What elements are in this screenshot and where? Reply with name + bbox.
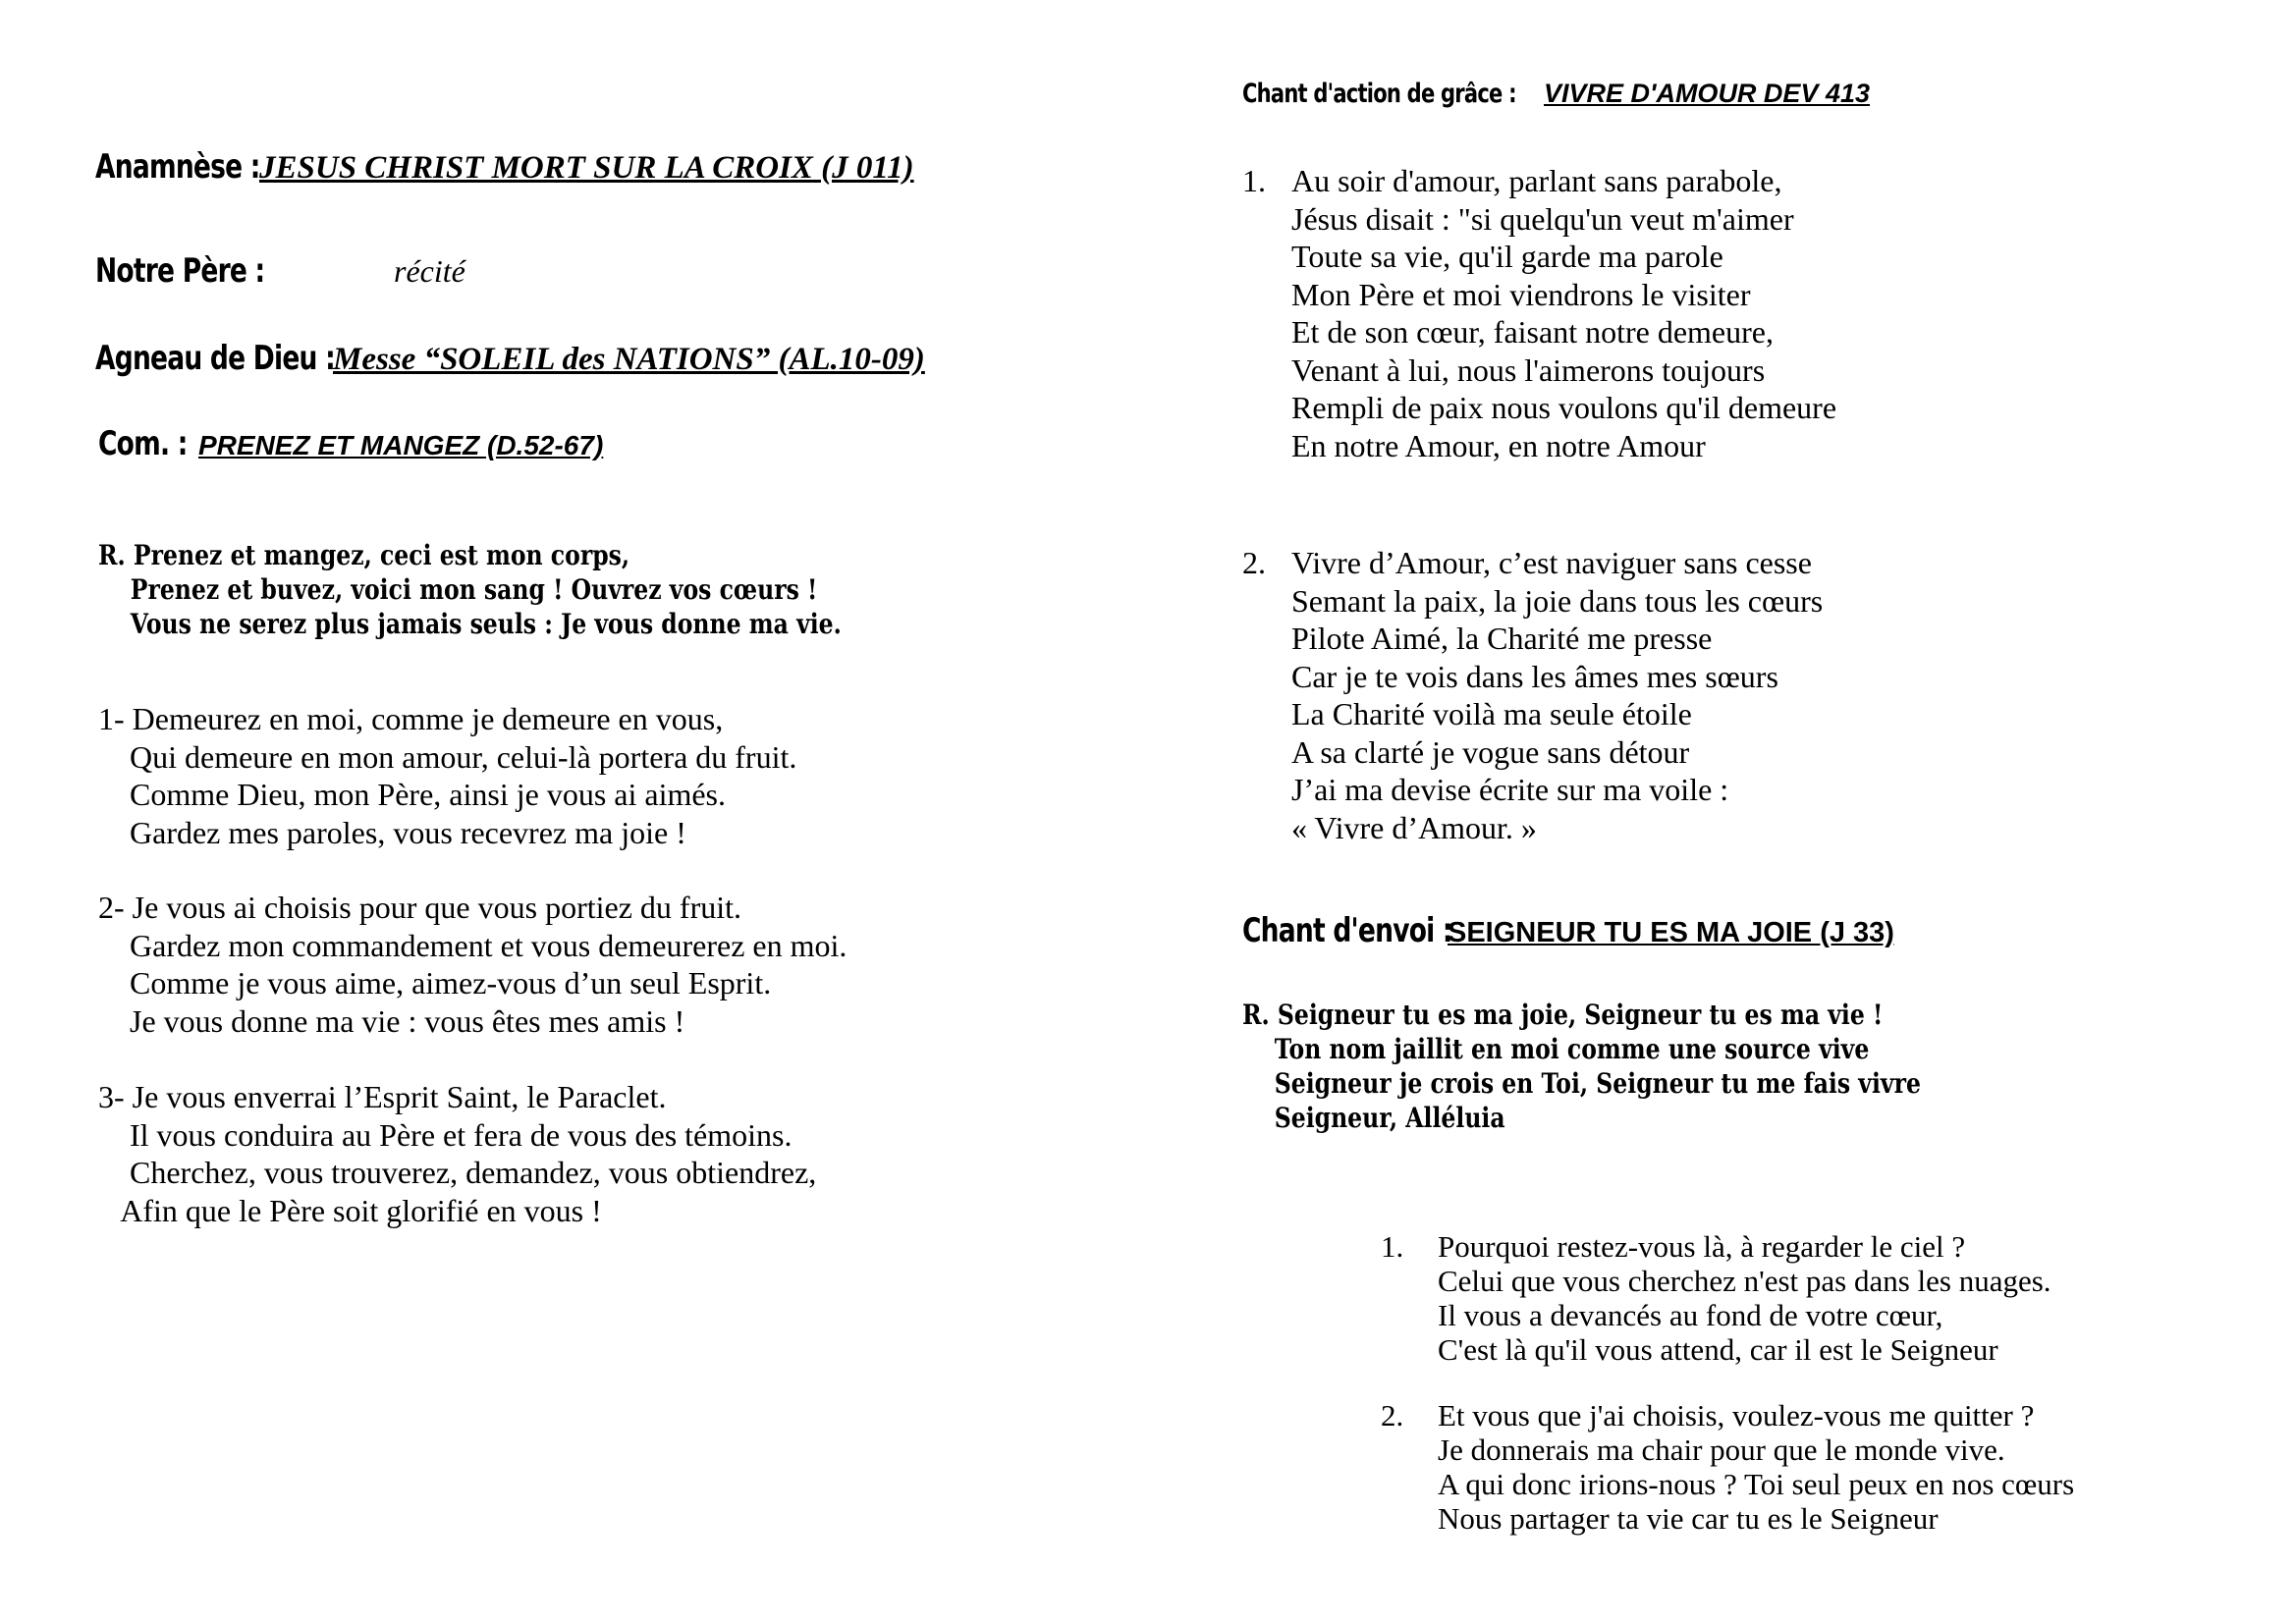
verse-line: Car je te vois dans les âmes mes sœurs (1291, 658, 1778, 694)
refrain-line: Vous ne serez plus jamais seuls : Je vous donne ma vie. (98, 608, 842, 640)
verse-line: J’ai ma devise écrite sur ma voile : (1291, 772, 1729, 807)
refrain-line: R. Seigneur tu es ma joie, Seigneur tu es ma vie ! (1242, 999, 1884, 1031)
verse-line: Gardez mon commandement et vous demeurerez en moi. (98, 927, 847, 963)
communion-verse-3 (98, 1078, 816, 1229)
verse-number: 2. (1381, 1398, 1404, 1433)
notre-pere-heading (95, 251, 465, 291)
verse-line: En notre Amour, en notre Amour (1291, 427, 1706, 463)
verse-line: Au soir d'amour, parlant sans parabole, (1291, 163, 1782, 198)
verse-line: 2- Je vous ai choisis pour que vous portiez du fruit. (98, 890, 741, 925)
verse-line: Et vous que j'ai choisis, voulez-vous me quitter ? (1438, 1398, 2035, 1433)
verse-line: C'est là qu'il vous attend, car il est le Seigneur (1438, 1332, 1998, 1367)
action-grace-verse-1 (1242, 162, 1836, 464)
action-grace-title: VIVRE D'AMOUR DEV 413 (1544, 79, 1871, 108)
verse-line: Vivre d’Amour, c’est naviguer sans cesse (1291, 545, 1812, 580)
communion-title: PRENEZ ET MANGEZ (D.52-67) (198, 430, 604, 460)
verse-line: Jésus disait : "si quelqu'un veut m'aimer (1291, 200, 1794, 237)
communion-verse-1 (98, 700, 796, 851)
verse-line: Comme je vous aime, aimez-vous d’un seul Esprit. (98, 965, 772, 1000)
verse-line: Qui demeure en mon amour, celui-là portera du fruit. (98, 738, 797, 775)
refrain-line: Prenez et buvez, voici mon sang ! Ouvrez vos cœurs ! (98, 573, 818, 606)
envoi-heading (1242, 911, 1894, 950)
envoi-label: Chant d'envoi : (1242, 911, 1452, 950)
anamnese-heading (95, 147, 914, 187)
agneau-heading (95, 339, 925, 378)
verse-number: 1. (1242, 163, 1266, 198)
communion-refrain (98, 538, 842, 641)
verse-line: Celui que vous cherchez n'est pas dans les nuages. (1438, 1264, 2051, 1298)
action-grace-label: Chant d'action de grâce : (1242, 79, 1516, 109)
verse-line: Pourquoi restez-vous là, à regarder le ciel ? (1438, 1229, 1966, 1264)
envoi-title: SEIGNEUR TU ES MA JOIE (J 33) (1448, 917, 1894, 948)
anamnese-label: Anamnèse : (95, 147, 260, 187)
verse-line: Comme Dieu, mon Père, ainsi je vous ai aimés. (98, 777, 726, 812)
verse-line: Nous partager ta vie car tu es le Seigneur (1438, 1501, 1939, 1536)
envoi-refrain (1242, 998, 1921, 1135)
communion-verse-2 (98, 889, 847, 1040)
verse-line: Pilote Aimé, la Charité me presse (1291, 621, 1713, 656)
verse-line: 1- Demeurez en moi, comme je demeure en vous, (98, 701, 724, 736)
verse-line: Et de son cœur, faisant notre demeure, (1291, 314, 1774, 350)
verse-line: Je vous donne ma vie : vous êtes mes amis ! (98, 1002, 685, 1039)
refrain-line: Ton nom jaillit en moi comme une source vive (1242, 1033, 1870, 1065)
communion-heading (98, 424, 603, 463)
agneau-title: Messe “SOLEIL des NATIONS” (AL.10-09) (333, 342, 925, 377)
refrain-line: Seigneur, Alléluia (1242, 1102, 1505, 1134)
verse-line: Mon Père et moi viendrons le visiter (1291, 276, 1751, 312)
verse-line: Cherchez, vous trouverez, demandez, vous obtiendrez, (98, 1155, 817, 1190)
verse-line: Rempli de paix nous voulons qu'il demeure (1291, 390, 1837, 425)
verse-line: 3- Je vous enverrai l’Esprit Saint, le Paraclet. (98, 1079, 667, 1114)
refrain-line: Seigneur je crois en Toi, Seigneur tu me fais vivre (1242, 1067, 1921, 1100)
verse-line: Venant à lui, nous l'aimerons toujours (1291, 351, 1766, 388)
verse-line: La Charité voilà ma seule étoile (1291, 696, 1692, 731)
verse-number: 2. (1242, 545, 1266, 580)
verse-line: Semant la paix, la joie dans tous les cœurs (1291, 582, 1824, 619)
verse-line: A sa clarté je vogue sans détour (1291, 733, 1690, 770)
verse-line: « Vivre d’Amour. » (1291, 809, 1537, 845)
envoi-verse-1 (1381, 1229, 2051, 1367)
verse-line: Je donnerais ma chair pour que le monde vive. (1438, 1433, 2005, 1467)
anamnese-title: JESUS CHRIST MORT SUR LA CROIX (J 011) (259, 150, 914, 186)
agneau-label: Agneau de Dieu : (95, 339, 335, 378)
verse-number: 1. (1381, 1229, 1404, 1264)
verse-line: Gardez mes paroles, vous recevrez ma joie ! (98, 814, 686, 850)
verse-line: Toute sa vie, qu'il garde ma parole (1291, 239, 1723, 274)
verse-line: Afin que le Père soit glorifié en vous ! (98, 1192, 602, 1228)
envoi-verse-2 (1381, 1398, 2074, 1536)
notre-pere-label: Notre Père : (95, 251, 265, 291)
refrain-line: R. Prenez et mangez, ceci est mon corps, (98, 539, 630, 571)
verse-line: Il vous conduira au Père et fera de vous des témoins. (98, 1116, 793, 1153)
action-grace-verse-2 (1242, 544, 1823, 846)
verse-line: Il vous a devancés au fond de votre cœur, (1438, 1298, 1943, 1332)
notre-pere-value: récité (394, 253, 465, 289)
action-grace-heading (1242, 79, 1870, 109)
communion-label: Com. : (98, 424, 188, 463)
verse-line: A qui donc irions-nous ? Toi seul peux en nos cœurs (1438, 1467, 2075, 1501)
